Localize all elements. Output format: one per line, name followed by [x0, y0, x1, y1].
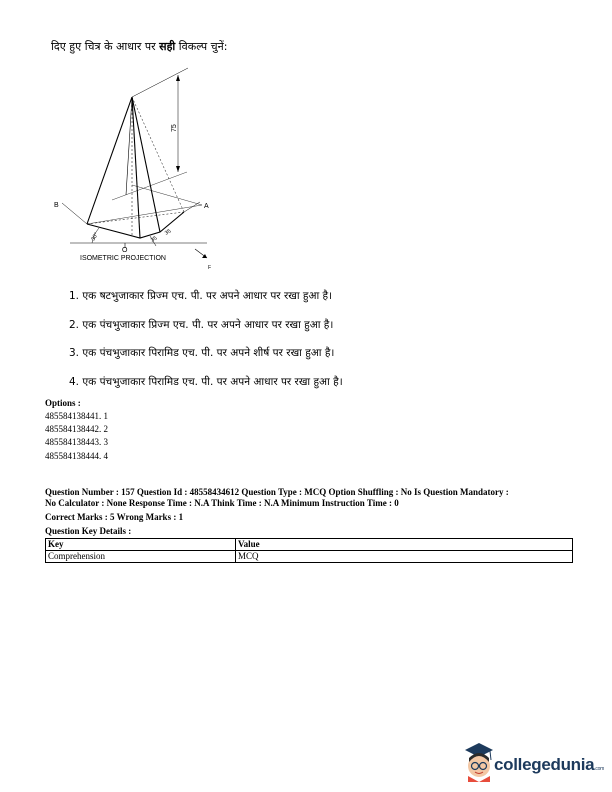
- label-b: B: [54, 202, 59, 209]
- label-f: F: [208, 265, 212, 271]
- choice-2: 2. एक पंचभुजाकार प्रिज्म एच. पी. पर अपने आधार पर रखा हुआ है।: [69, 318, 334, 331]
- table-header-value: Value: [236, 539, 573, 551]
- brand-suffix: .com: [594, 766, 604, 772]
- label-o: O: [122, 247, 128, 254]
- table-row: [46, 551, 573, 563]
- figure-caption: ISOMETRIC PROJECTION: [80, 255, 166, 262]
- label-angle: 30°: [90, 231, 100, 242]
- label-a: A: [204, 203, 209, 210]
- option-id-2: 485584138442. 2: [45, 424, 108, 435]
- choice-4: 4. एक पंचभुजाकार पिरामिड एच. पी. पर अपने आधार पर रखा हुआ है।: [69, 375, 343, 388]
- label-dim2: 35: [164, 228, 173, 237]
- brand-name: [494, 755, 604, 775]
- choice-3: 3. एक पंचभुजाकार पिरामिड एच. पी. पर अपने शीर्ष पर रखा हुआ है।: [69, 347, 335, 359]
- question-suffix: विकल्प चुनें:: [175, 40, 228, 53]
- question-text: [51, 39, 227, 54]
- meta-line-3: Correct Marks : 5 Wrong Marks : 1: [45, 512, 184, 522]
- options-heading: Options :: [45, 398, 81, 408]
- choices-list: [69, 288, 343, 402]
- choice-1: 1. एक षटभुजाकार प्रिज्म एच. पी. पर अपने आधार पर रखा हुआ है।: [69, 290, 333, 302]
- question-prefix: दिए हुए चित्र के आधार पर: [51, 40, 160, 53]
- table-header-key: Key: [46, 539, 236, 551]
- isometric-pyramid-figure: [52, 60, 232, 275]
- option-id-4: 485584138444. 4: [45, 450, 108, 461]
- option-ids: [45, 410, 108, 463]
- table-cell-key: Comprehension: [46, 551, 236, 563]
- option-id-1: 485584138441. 1: [45, 411, 108, 421]
- meta-line-4: Question Key Details :: [45, 526, 132, 536]
- meta-line-1: Question Number : 157 Question Id : 48558434612 Question Type : MCQ Option Shuffling : No Is Question Mandatory :: [45, 487, 509, 497]
- question-key-table: [45, 538, 573, 563]
- meta-line-2: No Calculator : None Response Time : N.A Think Time : N.A Minimum Instruction Time : 0: [45, 498, 399, 508]
- table-cell-value: MCQ: [236, 551, 573, 563]
- option-id-3: 485584138443. 3: [45, 437, 108, 448]
- question-bold: सही: [159, 40, 176, 53]
- label-dim1: 35: [150, 235, 159, 244]
- graduate-mascot-icon: [465, 743, 493, 782]
- brand-name-main: collegedunia: [494, 755, 595, 774]
- label-height: 75: [171, 124, 178, 132]
- table-header-row: [46, 539, 573, 551]
